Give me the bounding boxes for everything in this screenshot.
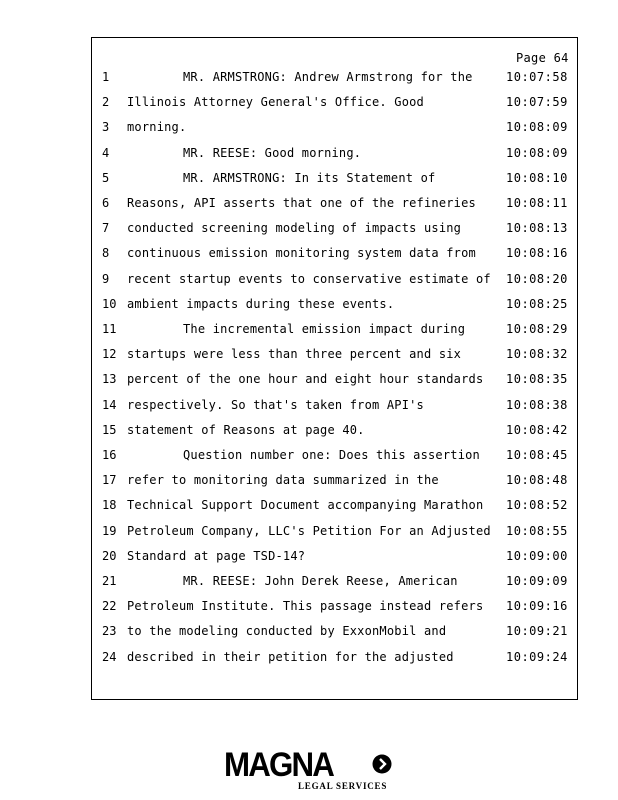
line-timestamp: 10:08:32 (506, 347, 568, 362)
line-text: to the modeling conducted by ExxonMobil and (127, 624, 447, 639)
transcript-line (0, 599, 618, 619)
line-timestamp: 10:09:16 (506, 599, 568, 614)
line-text: MR. ARMSTRONG: In its Statement of (183, 170, 436, 185)
line-text: The incremental emission impact during (183, 322, 466, 336)
line-text: MR. ARMSTRONG: Andrew Armstrong for the (183, 70, 473, 84)
line-number: 12 (102, 347, 117, 362)
line-timestamp: 10:08:35 (506, 372, 568, 387)
transcript-line (0, 398, 618, 418)
transcript-line (0, 120, 618, 140)
line-number: 3 (102, 120, 110, 135)
line-number: 24 (102, 649, 117, 664)
line-timestamp: 10:08:13 (506, 221, 568, 236)
line-timestamp: 10:08:09 (506, 145, 568, 160)
line-text: Standard at page TSD-14? (127, 548, 306, 563)
line-number: 22 (102, 599, 117, 614)
line-number: 16 (102, 448, 117, 462)
line-text: morning. (127, 120, 187, 135)
transcript-line (0, 498, 618, 518)
transcript-line (0, 650, 618, 670)
transcript-line (0, 624, 618, 644)
line-timestamp: 10:08:45 (506, 448, 568, 462)
line-number: 10 (102, 296, 117, 311)
chevron-right-circle-icon (372, 754, 392, 774)
line-number: 5 (102, 170, 110, 185)
logo-subtitle: LEGAL SERVICES (298, 781, 388, 791)
line-text: conducted screening modeling of impacts using (127, 221, 462, 236)
line-text: Technical Support Document accompanying Marathon (127, 498, 484, 513)
page-number-label: Page 64 (516, 51, 569, 65)
line-timestamp: 10:08:09 (506, 120, 568, 135)
line-number: 11 (102, 322, 117, 336)
line-text: MR. REESE: Good morning. (183, 145, 362, 160)
line-timestamp: 10:09:24 (506, 649, 568, 664)
line-text: Question number one: Does this assertion (183, 448, 480, 462)
line-text: ambient impacts during these events. (127, 296, 395, 311)
line-timestamp: 10:09:09 (506, 574, 568, 588)
line-number: 8 (102, 246, 110, 261)
transcript-line (0, 322, 618, 342)
line-text: MR. REESE: John Derek Reese, American (183, 574, 458, 588)
line-text: Reasons, API asserts that one of the refineries (127, 196, 476, 210)
transcript-line (0, 297, 618, 317)
line-timestamp: 10:07:59 (506, 95, 568, 110)
line-number: 14 (102, 397, 117, 412)
line-timestamp: 10:08:38 (506, 397, 568, 412)
line-timestamp: 10:08:55 (506, 523, 568, 538)
line-text: respectively. So that's taken from API's (127, 397, 424, 412)
line-number: 17 (102, 473, 117, 488)
line-text: described in their petition for the adjusted (127, 649, 454, 664)
line-text: percent of the one hour and eight hour standards (127, 372, 484, 387)
transcript-line (0, 70, 618, 90)
logo-wordmark: MAGNA (224, 746, 333, 784)
line-number: 21 (102, 574, 117, 588)
line-text: refer to monitoring data summarized in the (127, 473, 439, 488)
line-number: 13 (102, 372, 117, 387)
magna-logo (224, 748, 394, 792)
line-number: 20 (102, 548, 117, 563)
transcript-line (0, 473, 618, 493)
line-number: 9 (102, 271, 110, 286)
line-timestamp: 10:08:42 (506, 422, 568, 437)
line-timestamp: 10:07:58 (506, 70, 568, 84)
transcript-line (0, 246, 618, 266)
transcript-line (0, 272, 618, 292)
line-timestamp: 10:09:21 (506, 624, 568, 639)
transcript-line (0, 146, 618, 166)
line-timestamp: 10:08:20 (506, 271, 568, 286)
line-text: Illinois Attorney General's Office. Good (127, 95, 424, 110)
transcript-line (0, 549, 618, 569)
transcript-line (0, 448, 618, 468)
line-number: 7 (102, 221, 110, 236)
line-text: recent startup events to conservative estimate of (127, 271, 491, 286)
line-text: startups were less than three percent and six (127, 347, 462, 362)
transcript-line (0, 524, 618, 544)
line-timestamp: 10:08:29 (506, 322, 568, 336)
transcript-line (0, 423, 618, 443)
line-timestamp: 10:08:16 (506, 246, 568, 261)
transcript-line (0, 347, 618, 367)
line-text: statement of Reasons at page 40. (127, 422, 365, 437)
line-timestamp: 10:08:25 (506, 296, 568, 311)
line-number: 6 (102, 196, 110, 210)
line-text: Petroleum Institute. This passage instead refers (127, 599, 484, 614)
line-number: 19 (102, 523, 117, 538)
transcript-line (0, 221, 618, 241)
transcript-line (0, 95, 618, 115)
line-number: 18 (102, 498, 117, 513)
line-timestamp: 10:09:00 (506, 548, 568, 563)
transcript-line (0, 196, 618, 216)
line-timestamp: 10:08:48 (506, 473, 568, 488)
transcript-line (0, 372, 618, 392)
line-timestamp: 10:08:11 (506, 196, 568, 210)
line-number: 2 (102, 95, 110, 110)
line-number: 4 (102, 145, 110, 160)
line-text: continuous emission monitoring system data from (127, 246, 476, 261)
transcript-line (0, 171, 618, 191)
line-timestamp: 10:08:10 (506, 170, 568, 185)
transcript-line (0, 574, 618, 594)
line-text: Petroleum Company, LLC's Petition For an Adjusted (127, 523, 491, 538)
line-number: 23 (102, 624, 117, 639)
line-timestamp: 10:08:52 (506, 498, 568, 513)
line-number: 15 (102, 422, 117, 437)
line-number: 1 (102, 70, 110, 84)
